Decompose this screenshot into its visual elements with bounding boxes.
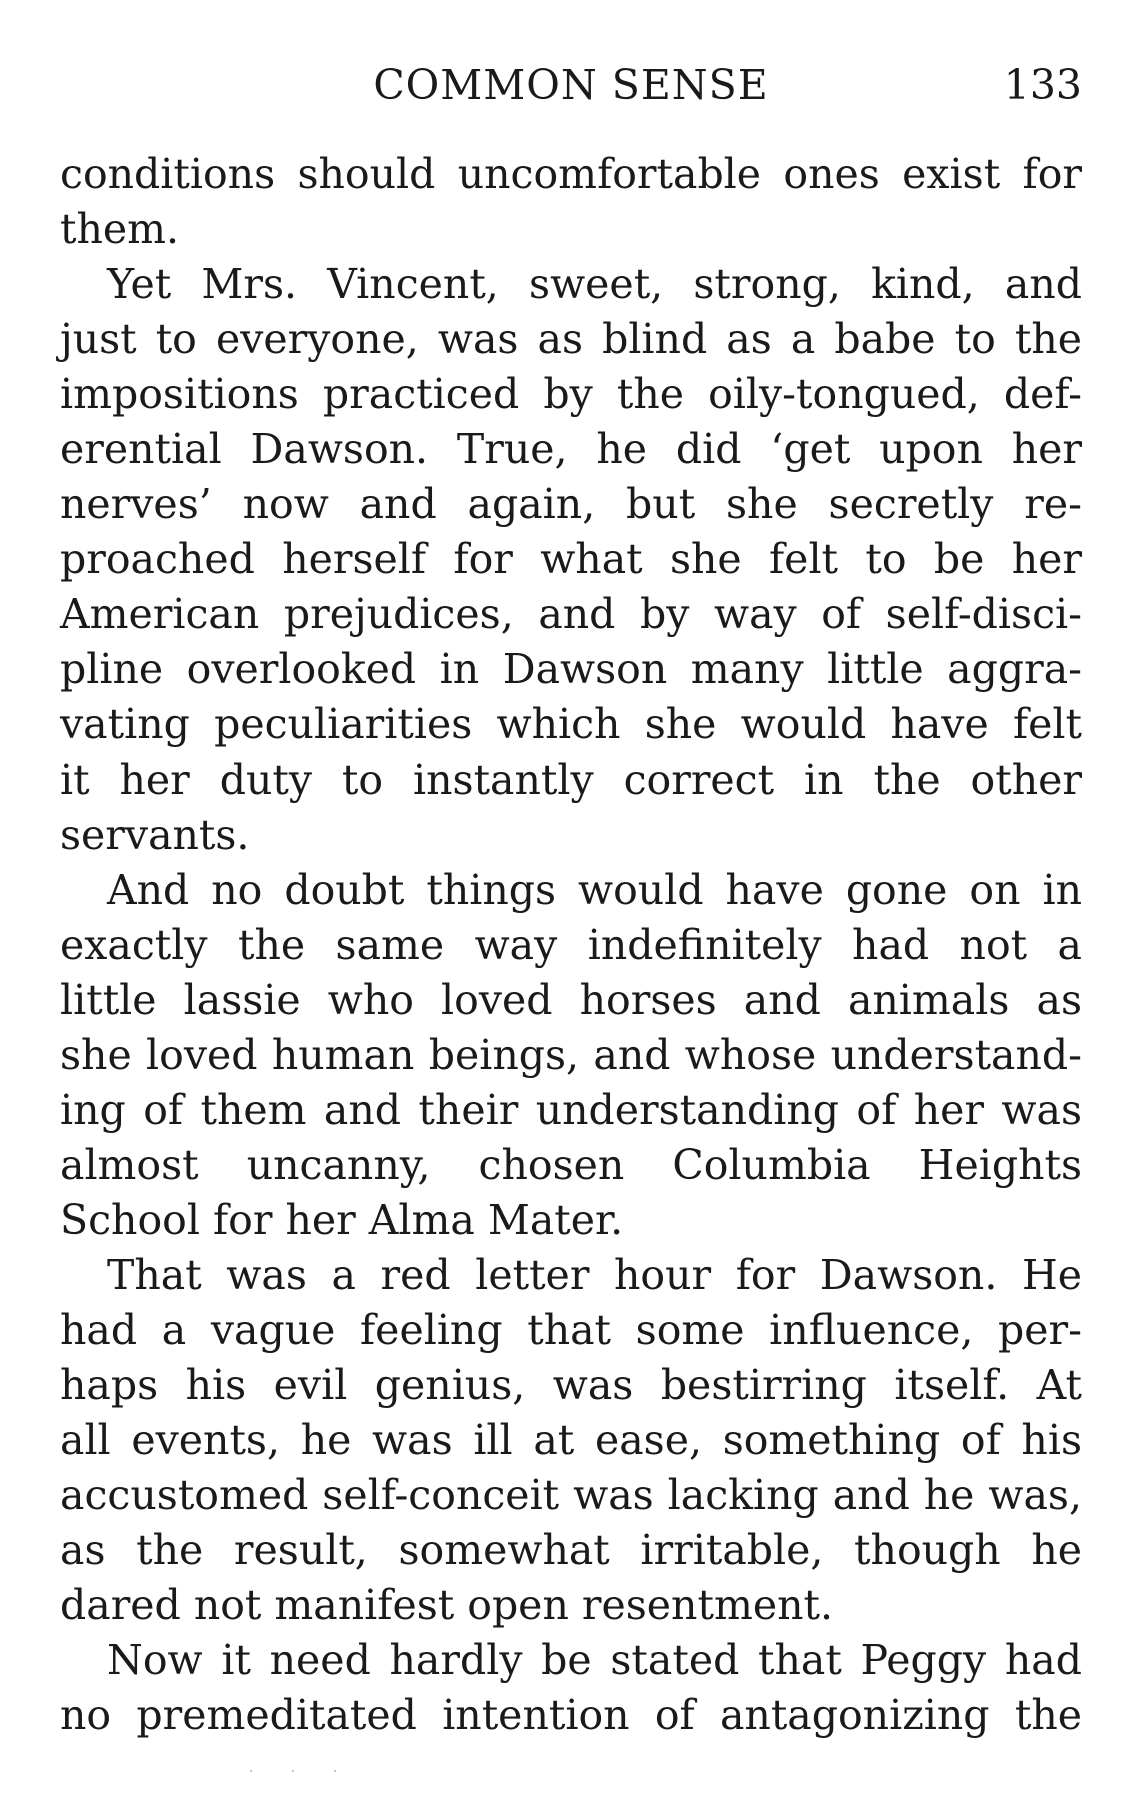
paper-speck — [292, 1770, 294, 1772]
paper-specks — [250, 1770, 370, 1780]
text-line: conditions should uncomfortable ones exist for — [60, 150, 1082, 198]
text-line: erential Dawson. True, he did ‘get upon her — [60, 425, 1082, 474]
text-line: had a vague feeling that some influence, per- — [60, 1305, 1082, 1354]
text-line: dared not manifest open resentment. — [60, 1581, 833, 1630]
text-line: as the result, somewhat irritable, though he — [60, 1526, 1082, 1575]
text-line: just to everyone, was as blind as a babe to the — [60, 315, 1082, 364]
text-line: all events, he was ill at ease, something of his — [60, 1416, 1082, 1465]
page-number: 133 — [1003, 61, 1082, 109]
text-line: Yet Mrs. Vincent, sweet, strong, kind, and — [107, 260, 1082, 309]
text-line: Now it need hardly be stated that Peggy had — [107, 1636, 1082, 1685]
text-line: ing of them and their understanding of her was — [60, 1085, 1082, 1134]
text-line: vating peculiarities which she would have felt — [60, 700, 1082, 749]
text-line: she loved human beings, and whose understand- — [60, 1030, 1082, 1079]
running-title: COMMON SENSE — [373, 61, 769, 109]
text-line: servants. — [60, 810, 250, 859]
text-line: impositions practiced by the oily-tongued, def- — [60, 370, 1082, 419]
text-line: them. — [60, 205, 180, 254]
text-line: accustomed self-conceit was lacking and he was, — [60, 1471, 1082, 1520]
text-line: American prejudices, and by way of self-disci- — [60, 590, 1082, 639]
text-line: nerves’ now and again, but she secretly re- — [60, 480, 1082, 529]
text-line: And no doubt things would have gone on in — [107, 865, 1082, 914]
text-line: almost uncanny, chosen Columbia Heights — [60, 1140, 1082, 1189]
body-text — [60, 147, 1082, 1743]
text-line: it her duty to instantly correct in the other — [60, 755, 1082, 804]
text-line: That was a red letter hour for Dawson. He — [107, 1250, 1082, 1299]
text-line: haps his evil genius, was bestirring itself. At — [60, 1361, 1082, 1410]
paper-speck — [334, 1770, 336, 1772]
text-line: proached herself for what she felt to be her — [60, 535, 1082, 584]
text-line: no premeditated intention of antagonizing the — [60, 1691, 1082, 1740]
paper-speck — [250, 1770, 252, 1772]
text-line: exactly the same way indefinitely had not a — [60, 920, 1082, 969]
text-line: pline overlooked in Dawson many little aggra- — [60, 645, 1082, 694]
running-head — [60, 55, 1082, 115]
text-line: School for her Alma Mater. — [60, 1195, 624, 1244]
text-line: little lassie who loved horses and animals as — [60, 975, 1082, 1024]
